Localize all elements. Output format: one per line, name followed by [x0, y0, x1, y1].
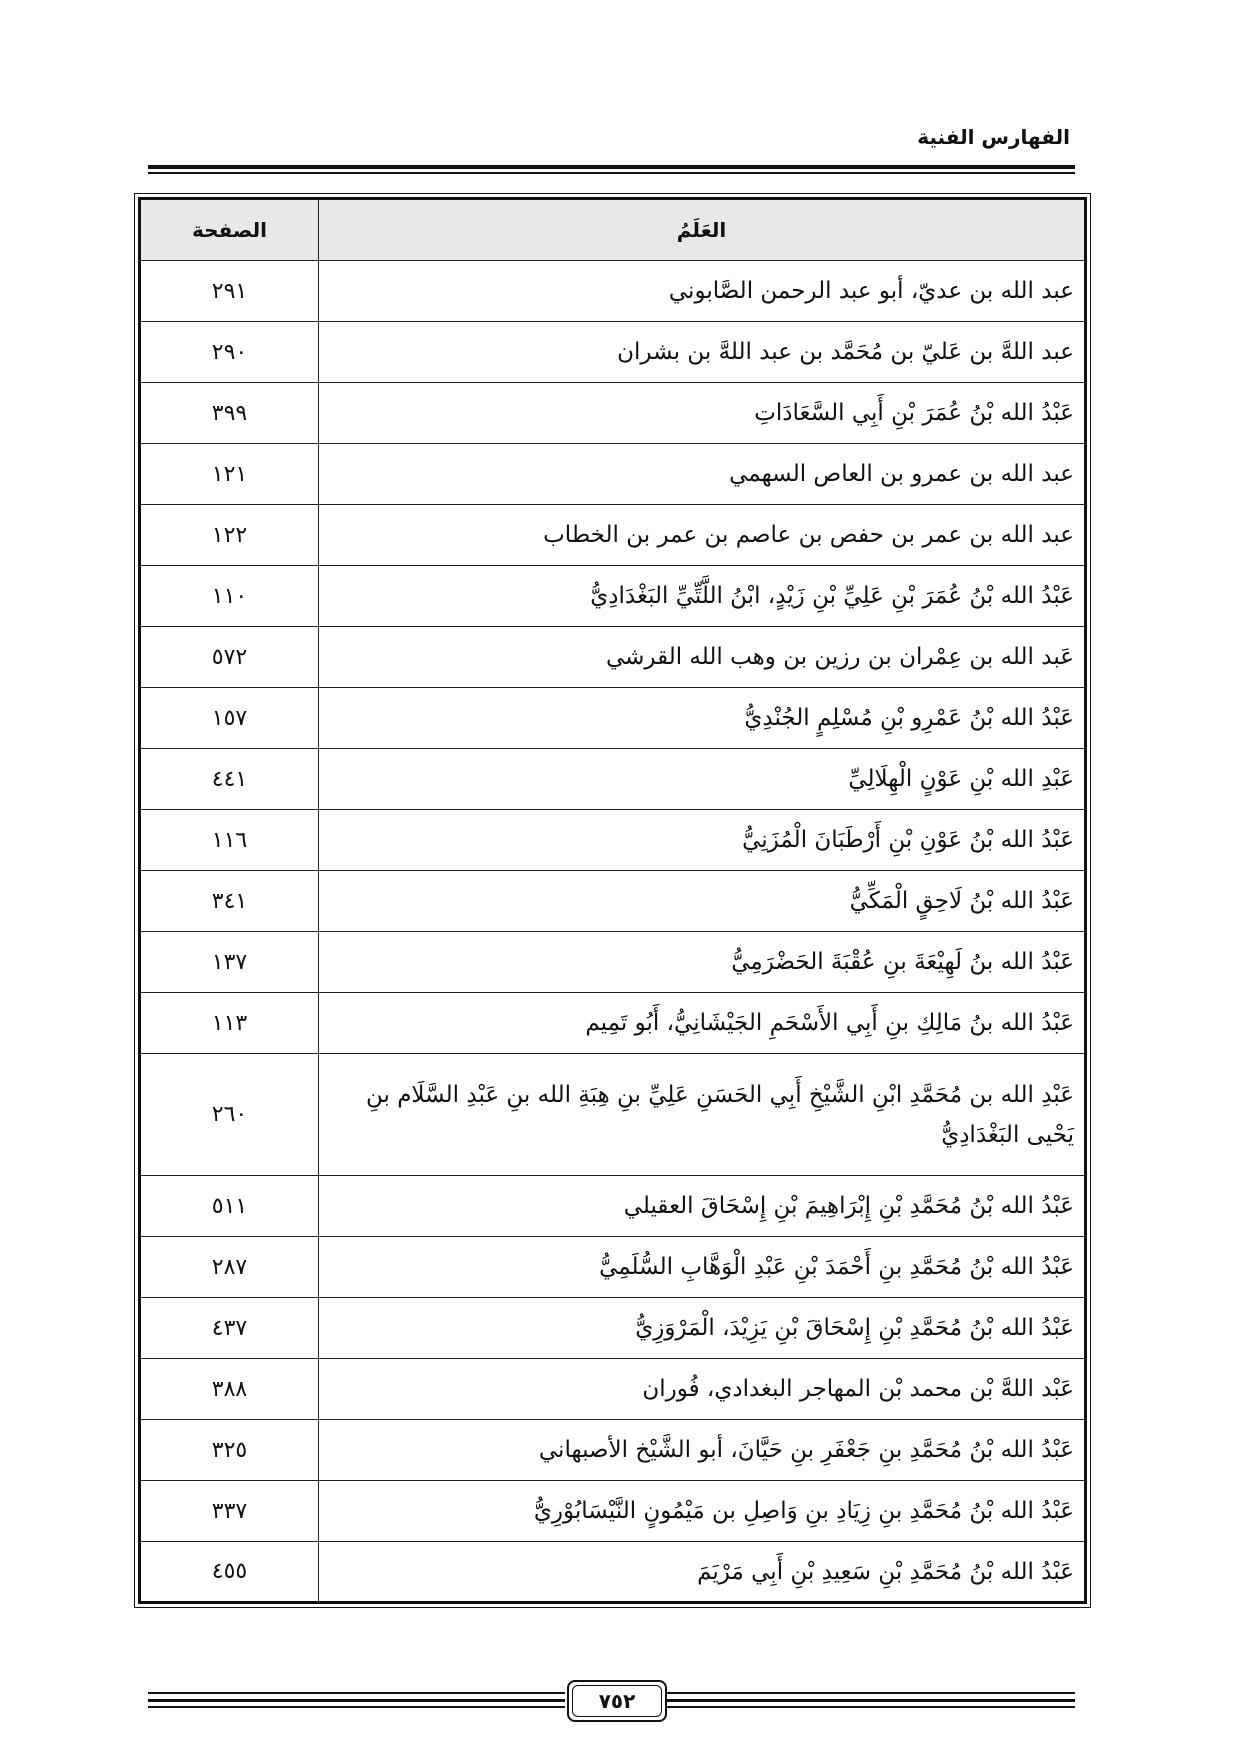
table-row	[140, 1298, 1086, 1359]
header-page-column: الصفحة	[140, 199, 319, 261]
entry-name: عبد الله بن عمر بن حفص بن عاصم بن عمر بن الخطاب	[319, 505, 1086, 566]
entry-name: عَبْدُ الله بْنُ عَمْرِو بْنِ مُسْلِمٍ الجُنْدِيُّ	[319, 688, 1086, 749]
entry-page: ١١٣	[140, 993, 319, 1054]
header-rule-thin	[148, 172, 1075, 174]
entry-name: عَبْدُ الله بْنُ عَوْنِ بْنِ أَرْطَبَانَ الْمُزَنِيُّ	[319, 810, 1086, 871]
entry-name: عَبْدُ الله بْنُ مُحَمَّدِ بْنِ إِسْحَاقَ بْنِ يَزِيْدَ، الْمَرْوَزِيُّ	[319, 1298, 1086, 1359]
table-row	[140, 932, 1086, 993]
table-row	[140, 1176, 1086, 1237]
entry-page: ٣٢٥	[140, 1420, 319, 1481]
entry-page: ٤٥٥	[140, 1542, 319, 1603]
entry-name: عَبد الله بن عِمْران بن رزين بن وهب الله القرشي	[319, 627, 1086, 688]
entry-name: عَبْد اللهَّ بْن محمد بْن المهاجر البغدادي، فُوران	[319, 1359, 1086, 1420]
entry-page: ١١٠	[140, 566, 319, 627]
table-row	[140, 749, 1086, 810]
table-row	[140, 1542, 1086, 1603]
table-row	[140, 1481, 1086, 1542]
entry-name: عَبْدُ الله بْنُ مُحَمَّدِ بنِ جَعْفَرِ بنِ حَيَّانَ، أبو الشَّيْخ الأصبهاني	[319, 1420, 1086, 1481]
table-row	[140, 810, 1086, 871]
entry-page: ١١٦	[140, 810, 319, 871]
footer-rule-right-2	[148, 1699, 565, 1702]
table-row	[140, 688, 1086, 749]
footer-rule-left	[665, 1692, 1075, 1694]
table-header-row	[140, 199, 1086, 261]
entry-page: ٢٩١	[140, 261, 319, 322]
entry-name: عبد اللهَّ بن عَليّ بن مُحَمَّد بن عبد اللهَّ بن بشران	[319, 322, 1086, 383]
entry-name: عَبْدُ الله بْنُ مُحَمَّدِ بنِ زِيَادِ بنِ وَاصِلِ بن مَيْمُونٍ النَّيْسَابُوْرِيُّ	[319, 1481, 1086, 1542]
entry-name: عبد الله بن عمرو بن العاص السهمي	[319, 444, 1086, 505]
footer-rule-right-3	[148, 1706, 565, 1708]
table-row	[140, 993, 1086, 1054]
table-row	[140, 871, 1086, 932]
entry-name: عَبْدُ الله بْنُ مُحَمَّدِ بْنِ سَعِيدِ بْنِ أَبِي مَرْيَمَ	[319, 1542, 1086, 1603]
entry-name: عَبْدِ الله بْنِ عَوْنٍ الْهِلَالِيِّ	[319, 749, 1086, 810]
entry-page: ٥١١	[140, 1176, 319, 1237]
entry-name: عَبْدِ الله بن مُحَمَّدِ ابْنِ الشَّيْخِ أَبِي الحَسَنِ عَلِيِّ بنِ هِبَةِ الله بنِ عَبْدِ السَّلَام بنِ يَحْيى البَغْدَادِيُّ	[319, 1054, 1086, 1176]
table-row	[140, 627, 1086, 688]
table-row	[140, 383, 1086, 444]
entry-page: ١٢١	[140, 444, 319, 505]
entry-page: ٥٧٢	[140, 627, 319, 688]
table-body	[140, 261, 1086, 1603]
entry-page: ٤٣٧	[140, 1298, 319, 1359]
entry-name: عَبْدُ الله بْنُ عُمَرَ بْنِ أَبِي السَّعَادَاتِ	[319, 383, 1086, 444]
entry-page: ٣٩٩	[140, 383, 319, 444]
table-row	[140, 444, 1086, 505]
entry-page: ٣٣٧	[140, 1481, 319, 1542]
entry-page: ١٣٧	[140, 932, 319, 993]
entry-page: ١٢٢	[140, 505, 319, 566]
entry-page: ٤٤١	[140, 749, 319, 810]
page-number-box	[567, 1680, 667, 1722]
running-header-title: الفهارس الفنية	[917, 125, 1070, 149]
entry-page: ٢٨٧	[140, 1237, 319, 1298]
header-rule-thick	[148, 165, 1075, 169]
table-row	[140, 1054, 1086, 1176]
footer-rule-left-3	[665, 1706, 1075, 1708]
entry-page: ٣٤١	[140, 871, 319, 932]
entry-page: ٢٦٠	[140, 1054, 319, 1176]
footer-rule-right	[148, 1692, 565, 1694]
entry-page: ٣٨٨	[140, 1359, 319, 1420]
entry-name: عَبْدُ الله بنُ لَهِيْعَةَ بنِ عُقْبَةَ الحَضْرَمِيُّ	[319, 932, 1086, 993]
table-row	[140, 261, 1086, 322]
table-row	[140, 505, 1086, 566]
entry-page: ١٥٧	[140, 688, 319, 749]
entry-name: عَبْدُ الله بْنُ مُحَمَّدِ بْنِ إِبْرَاهِيمَ بْنِ إِسْحَاقَ العقيلي	[319, 1176, 1086, 1237]
entry-page: ٢٩٠	[140, 322, 319, 383]
table-row	[140, 1237, 1086, 1298]
table-row	[140, 1359, 1086, 1420]
header-name-column: العَلَمُ	[319, 199, 1086, 261]
footer-rule-left-2	[665, 1699, 1075, 1702]
page-number: ٧٥٢	[598, 1689, 636, 1713]
entry-name: عَبْدُ الله بْنُ عُمَرَ بْنِ عَلِيِّ بْنِ زَيْدٍ، ابْنُ اللَّتِّيِّ البَغْدَادِيُّ	[319, 566, 1086, 627]
table-row	[140, 1420, 1086, 1481]
entry-name: عَبْدُ الله بنُ مَالِكِ بنِ أَبِي الأَسْحَمِ الجَيْشَانِيُّ، أَبُو تَمِيم	[319, 993, 1086, 1054]
index-table	[138, 197, 1087, 1604]
entry-name: عَبْدُ الله بْنُ لَاحِقٍ الْمَكِّيُّ	[319, 871, 1086, 932]
table-row	[140, 566, 1086, 627]
entry-name: عبد الله بن عديّ، أبو عبد الرحمن الصَّابوني	[319, 261, 1086, 322]
table-row	[140, 322, 1086, 383]
entry-name: عَبْدُ الله بْنُ مُحَمَّدِ بنِ أَحْمَدَ بْنِ عَبْدِ الْوَهَّابِ السُّلَمِيُّ	[319, 1237, 1086, 1298]
